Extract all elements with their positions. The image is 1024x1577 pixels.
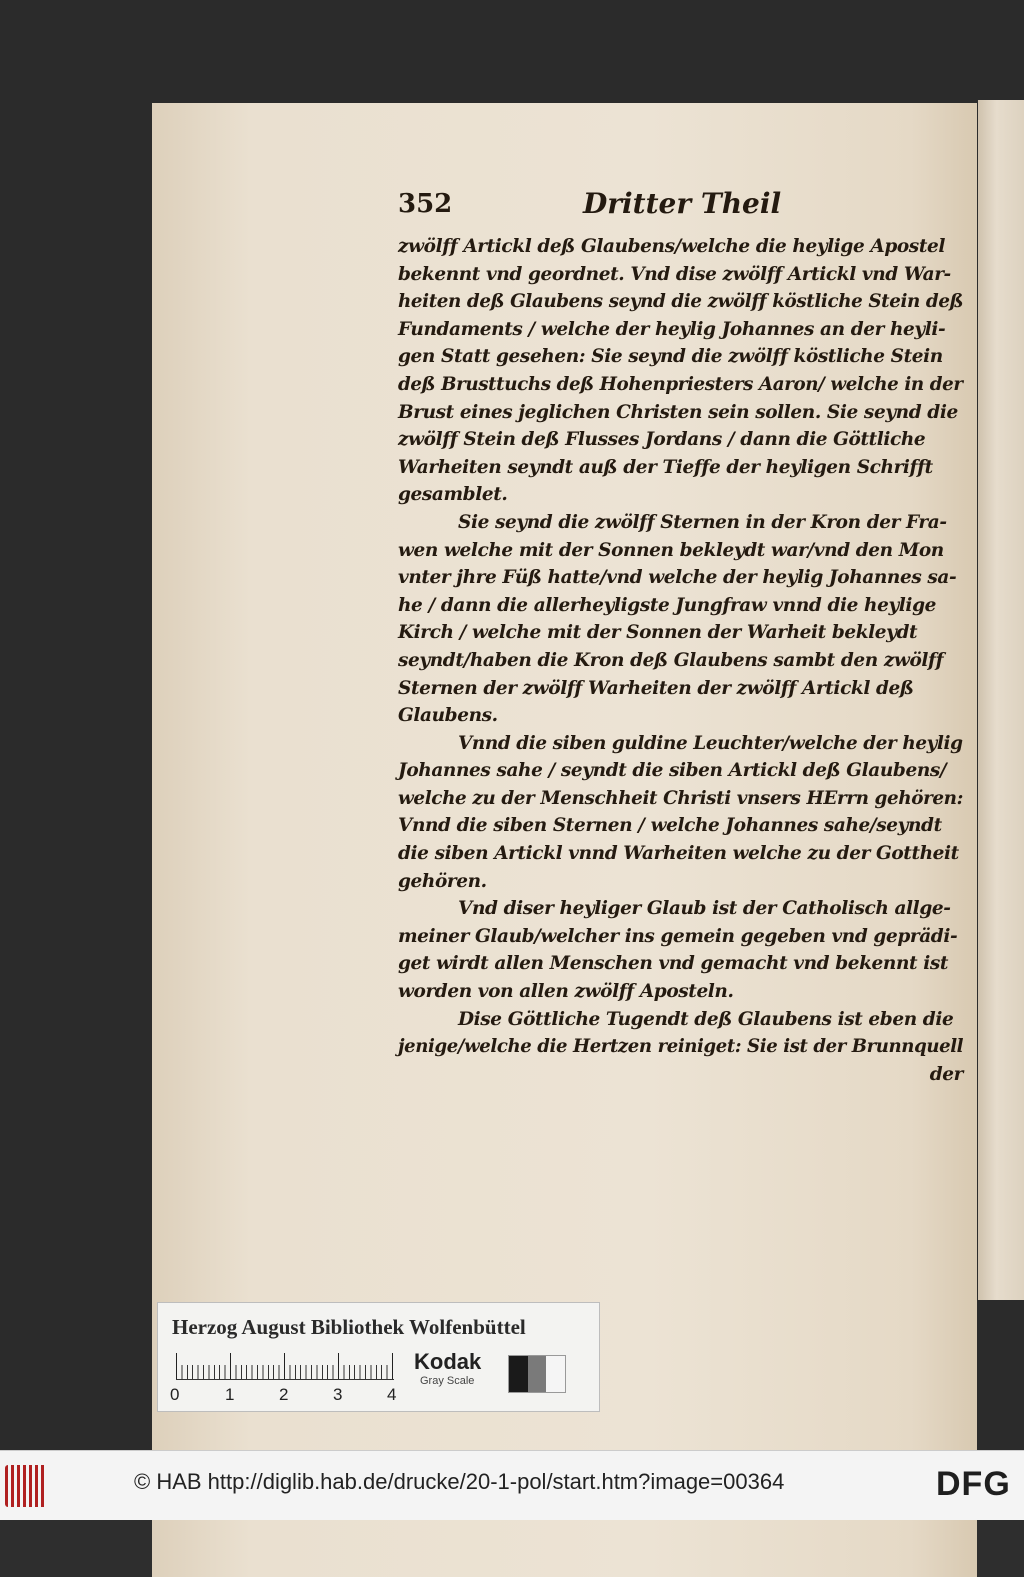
- text-line: Sie seynd die zwölff Sternen in der Kron der Fra-: [458, 511, 947, 533]
- text-line: get wirdt allen Menschen vnd gemacht vnd bekennt ist: [398, 953, 948, 975]
- text-line: wen welche mit der Sonnen bekleydt war/vnd den Mon: [398, 539, 944, 561]
- text-line: Kirch / welche mit der Sonnen der Warheit bekleydt: [398, 622, 918, 644]
- gray-scale-swatches: [508, 1355, 566, 1393]
- facing-page-edge: [978, 100, 1024, 1300]
- text-line: seyndt/haben die Kron deß Glaubens sambt den zwölff: [398, 649, 944, 671]
- hab-logo-icon[interactable]: [5, 1465, 47, 1507]
- text-line: worden von allen zwölff Aposteln.: [398, 981, 734, 1003]
- page-header: [398, 185, 963, 233]
- gray-swatch: [528, 1356, 547, 1392]
- text-line: Glaubens.: [398, 705, 498, 727]
- text-line: vnter jhre Füß hatte/vnd welche der heylig Johannes sa-: [398, 567, 957, 589]
- text-line: Vnnd die siben guldine Leuchter/welche der heylig: [458, 732, 963, 754]
- library-name: Herzog August Bibliothek Wolfenbüttel: [172, 1315, 526, 1339]
- text-line: Fundaments / welche der heylig Johannes an der heyli-: [398, 318, 946, 340]
- text-line: deß Brusttuchs deß Hohenpriesters Aaron/ welche in der: [398, 373, 963, 395]
- dfg-logo[interactable]: DFG: [936, 1465, 1011, 1503]
- body-text: [398, 233, 963, 1088]
- scale-ruler: [176, 1353, 394, 1380]
- text-line: der: [929, 1063, 963, 1085]
- text-line: he / dann die allerheyligste Jungfraw vnnd die heylige: [398, 594, 936, 616]
- text-line: Dise Göttliche Tugendt deß Glaubens ist eben die: [458, 1008, 954, 1030]
- ruler-number: 2: [279, 1385, 289, 1404]
- text-line: Warheiten seyndt auß der Tieffe der heyligen Schrifft: [398, 456, 933, 478]
- running-title: Dritter Theil: [583, 187, 782, 220]
- ruler-number: 1: [225, 1385, 235, 1404]
- ruler-number: 3: [333, 1385, 343, 1404]
- gray-swatch: [546, 1356, 565, 1392]
- page-text-block: [398, 185, 963, 1088]
- text-line: welche zu der Menschheit Christi vnsers HErrn gehören:: [398, 787, 964, 809]
- viewer-footer: [0, 1450, 1024, 1520]
- text-line: jenige/welche die Hertzen reiniget: Sie ist der Brunnquell: [398, 1036, 964, 1058]
- footer-credit-link[interactable]: © HAB http://diglib.hab.de/drucke/20-1-pol/start.htm?image=00364: [134, 1469, 785, 1494]
- text-line: gesamblet.: [398, 484, 508, 506]
- gray-scale-label: Gray Scale: [420, 1375, 475, 1387]
- text-line: gen Statt gesehen: Sie seynd die zwölff köstliche Stein: [398, 346, 943, 368]
- text-line: zwölff Artickl deß Glaubens/welche die heylige Apostel: [398, 236, 945, 257]
- text-line: die siben Artickl vnnd Warheiten welche zu der Gottheit: [398, 843, 959, 865]
- page-number: 352: [398, 189, 453, 219]
- text-line: Vnnd die siben Sternen / welche Johannes sahe/seyndt: [398, 815, 942, 837]
- text-line: gehören.: [398, 870, 487, 892]
- text-line: zwölff Stein deß Flusses Jordans / dann die Göttliche: [398, 429, 926, 451]
- library-label-card: [157, 1302, 600, 1412]
- text-line: Sternen der zwölff Warheiten der zwölff Artickl deß: [398, 677, 914, 699]
- text-line: Brust eines jeglichen Christen sein sollen. Sie seynd die: [398, 401, 958, 423]
- text-line: heiten deß Glaubens seynd die zwölff köstliche Stein deß: [398, 291, 964, 313]
- text-line: Johannes sahe / seyndt die siben Artickl deß Glaubens/: [398, 760, 947, 782]
- kodak-brand: Kodak: [414, 1349, 482, 1374]
- text-line: bekennt vnd geordnet. Vnd dise zwölff Artickl vnd War-: [398, 263, 951, 285]
- text-line: meiner Glaub/welcher ins gemein gegeben vnd geprädi-: [398, 925, 958, 947]
- ruler-number: 0: [170, 1385, 180, 1404]
- gray-swatch: [509, 1356, 528, 1392]
- ruler-number: 4: [387, 1385, 397, 1404]
- text-line: Vnd diser heyliger Glaub ist der Catholisch allge-: [458, 898, 951, 920]
